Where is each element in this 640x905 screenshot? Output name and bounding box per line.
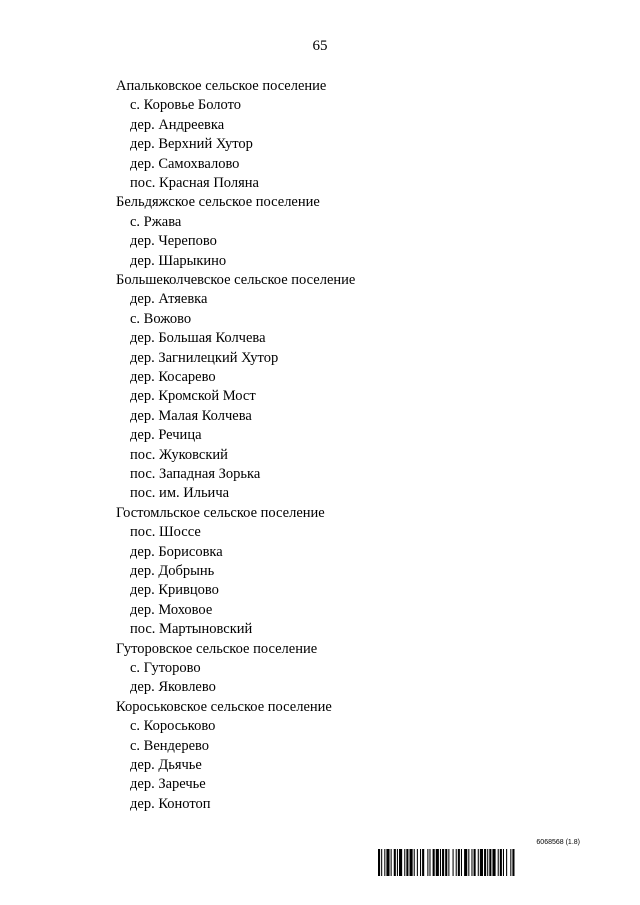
locality-item: пос. Шоссе	[130, 524, 201, 541]
settlement-heading: Гостомльское сельское поселение	[116, 504, 325, 521]
locality-item: с. Вендерево	[130, 737, 210, 754]
locality-item: пос. им. Ильича	[130, 485, 230, 502]
settlement-heading: Гуторовское сельское поселение	[116, 640, 318, 657]
locality-item: дер. Речица	[130, 427, 202, 444]
locality-item: дер. Большая Колчева	[130, 330, 266, 347]
locality-item: дер. Шарыкино	[130, 252, 227, 269]
barcode-image	[378, 849, 588, 876]
locality-item: с. Гуторово	[130, 660, 201, 676]
settlement-heading: Большеколчевское сельское поселение	[116, 272, 356, 288]
locality-item: дер. Конотоп	[130, 795, 211, 812]
locality-item: дер. Дьячье	[130, 757, 202, 773]
locality-item: пос. Мартыновский	[130, 621, 253, 638]
locality-item: дер. Самохвалово	[130, 155, 240, 172]
locality-item: с. Коровье Болото	[130, 97, 241, 114]
locality-item: дер. Загнилецкий Хутор	[130, 349, 279, 366]
locality-item: дер. Добрынь	[130, 563, 215, 579]
locality-item: дер. Атяевка	[130, 291, 208, 308]
locality-item: дер. Кромской Мост	[130, 388, 256, 405]
locality-item: пос. Жуковский	[130, 446, 228, 463]
locality-item: пос. Красная Поляна	[130, 175, 259, 191]
locality-item: дер. Андреевка	[130, 116, 225, 133]
locality-item: дер. Черепово	[130, 233, 217, 250]
locality-item: дер. Верхний Хутор	[130, 136, 253, 153]
locality-item: дер. Борисовка	[130, 543, 223, 560]
locality-item: дер. Кривцово	[130, 582, 219, 599]
locality-item: с. Вожово	[130, 310, 192, 327]
locality-item: дер. Малая Колчева	[130, 407, 252, 424]
locality-item: пос. Западная Зорька	[130, 466, 261, 482]
locality-item: дер. Косарево	[130, 369, 216, 385]
locality-item: дер. Яковлево	[130, 679, 216, 696]
locality-item: с. Короськово	[130, 718, 216, 735]
page-number: 65	[312, 38, 328, 54]
barcode-label: 6068568 (1.8)	[536, 839, 580, 846]
settlement-heading: Апальковское сельское поселение	[116, 78, 327, 94]
settlement-heading: Короськовское сельское поселение	[116, 698, 332, 715]
settlement-heading: Бельдяжское сельское поселение	[116, 194, 320, 211]
locality-item: дер. Моховое	[130, 601, 213, 618]
locality-item: с. Ржава	[130, 213, 182, 230]
locality-item: дер. Заречье	[130, 776, 206, 793]
